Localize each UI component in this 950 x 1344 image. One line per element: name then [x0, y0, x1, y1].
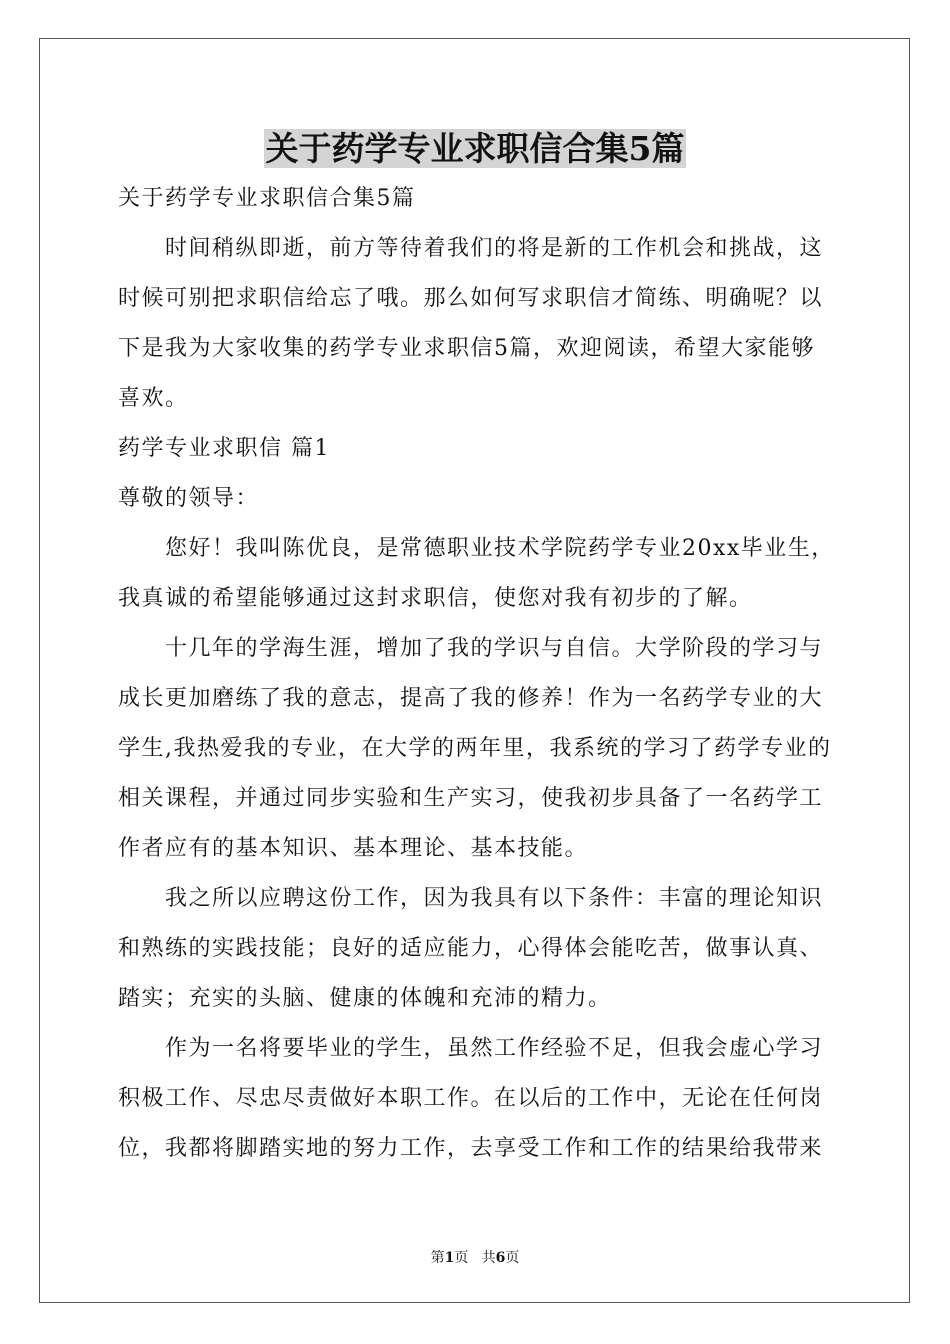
salutation: 尊敬的领导：	[118, 486, 260, 511]
page-suffix: 页	[454, 1250, 469, 1266]
section-heading: 药学专业求职信 篇1	[118, 436, 330, 461]
total-prefix: 共	[481, 1250, 496, 1266]
total-pages: 6	[495, 1250, 506, 1266]
paragraph: 关于药学专业求职信合集5篇	[118, 186, 416, 211]
total-suffix: 页	[505, 1250, 520, 1266]
document-body	[118, 174, 838, 1174]
paragraph: 您好！我叫陈优良，是常德职业技术学院药学专业20xx毕业生，我真诚的希望能够通过这封求职信，使您对我有初步的了解。	[118, 536, 835, 611]
document-title-text: 关于药学专业求职信合集5篇	[265, 129, 685, 168]
page-number: 1	[444, 1250, 455, 1266]
paragraph: 我之所以应聘这份工作，因为我具有以下条件：丰富的理论知识和熟练的实践技能；良好的适应能力，心得体会能吃苦，做事认真、踏实；充实的头脑、健康的体魄和充沛的精力。	[118, 886, 824, 1011]
paragraph: 十几年的学海生涯，增加了我的学识与自信。大学阶段的学习与成长更加磨练了我的意志，提高了我的修养！作为一名药学专业的大学生,我热爱我的专业，在大学的两年里，我系统的学习了药学专业的相关课程，并通过同步实验和生产实习，使我初步具备了一名药学工作者应有的基本知识、基本理论、基本技能。	[118, 636, 832, 861]
paragraph: 作为一名将要毕业的学生，虽然工作经验不足，但我会虚心学习积极工作、尽忠尽责做好本职工作。在以后的工作中，无论在任何岗位，我都将脚踏实地的努力工作，去享受工作和工作的结果给我带来	[118, 1036, 824, 1161]
paragraph: 时间稍纵即逝，前方等待着我们的将是新的工作机会和挑战，这时候可别把求职信给忘了哦。那么如何写求职信才简练、明确呢？以下是我为大家收集的药学专业求职信5篇，欢迎阅读，希望大家能够喜欢。	[118, 236, 824, 411]
page-footer	[0, 1248, 950, 1268]
document-title	[0, 126, 950, 172]
page-prefix: 第	[430, 1250, 445, 1266]
